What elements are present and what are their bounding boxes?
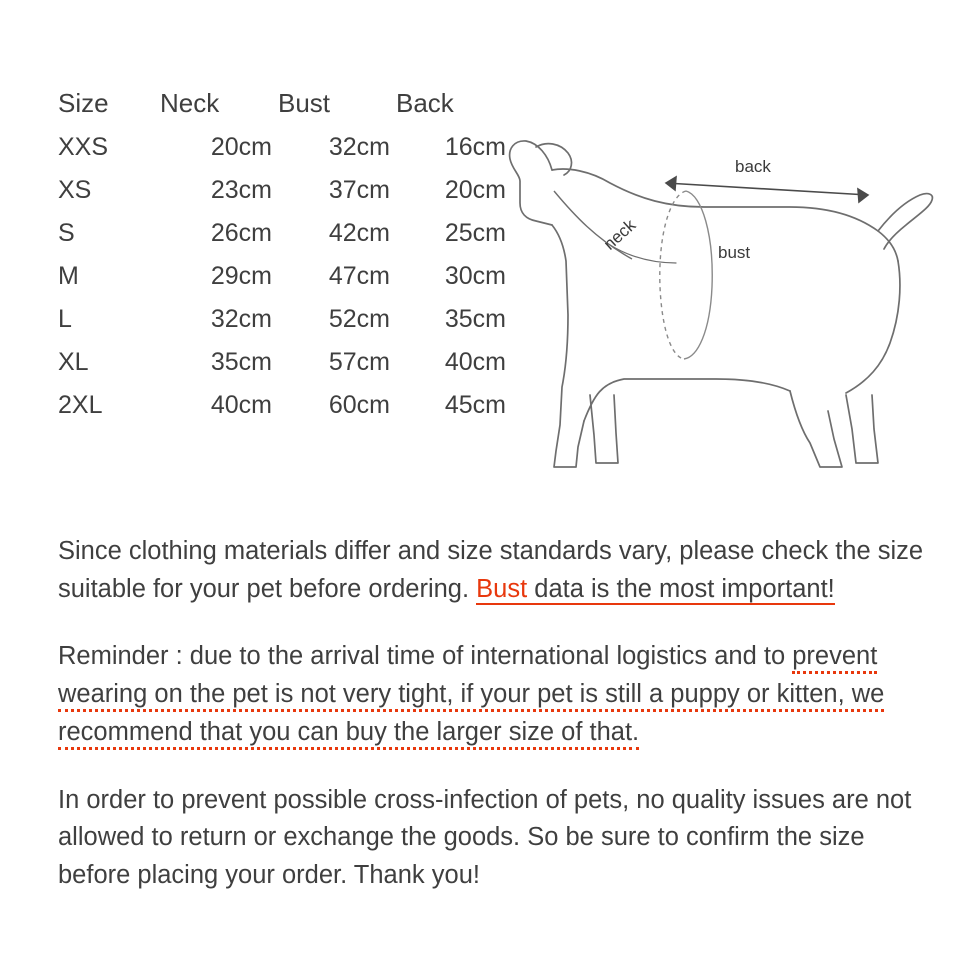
cell-bust: 60cm xyxy=(328,391,390,419)
cell-back: 30cm xyxy=(444,262,506,290)
cell-back: 25cm xyxy=(444,219,506,247)
header-bust: Bust xyxy=(278,88,331,118)
label-back: back xyxy=(735,157,771,176)
cell-bust: 32cm xyxy=(328,133,390,161)
table-row xyxy=(58,305,506,348)
table-row xyxy=(58,176,506,219)
note2-text-a: Reminder : due to the arrival time of international logistics and to xyxy=(58,642,793,671)
cell-neck: 26cm xyxy=(210,219,272,247)
table-row xyxy=(58,391,506,434)
table-row xyxy=(58,133,506,176)
header-size: Size xyxy=(58,88,109,118)
note-paragraph-2 xyxy=(58,638,926,751)
table-row xyxy=(58,262,506,305)
cell-back: 20cm xyxy=(444,176,506,204)
cell-bust: 57cm xyxy=(328,348,390,376)
dog-measurement-diagram xyxy=(490,95,940,485)
cell-bust: 47cm xyxy=(328,262,390,290)
cell-bust: 52cm xyxy=(328,305,390,333)
cell-size: M xyxy=(58,262,79,290)
note2-emphasis: prevent wearing on the pet is not very tight, if your pet is still a puppy or kitten, we recommend that you can buy the larger size of that. xyxy=(58,642,884,749)
table-header-row xyxy=(58,88,506,133)
note-paragraph-1 xyxy=(58,533,926,608)
label-neck: neck xyxy=(599,215,640,254)
cell-size: XXS xyxy=(58,133,109,161)
size-table-header xyxy=(58,88,506,133)
cell-back: 35cm xyxy=(444,305,506,333)
cell-size: L xyxy=(58,305,72,333)
dog-outline-icon xyxy=(490,95,940,485)
cell-back: 45cm xyxy=(444,391,506,419)
cell-back: 40cm xyxy=(444,348,506,376)
cell-size: S xyxy=(58,219,75,247)
cell-size: 2XL xyxy=(58,391,103,419)
cell-neck: 23cm xyxy=(210,176,272,204)
notes-section xyxy=(58,533,926,895)
cell-bust: 42cm xyxy=(328,219,390,247)
cell-size: XS xyxy=(58,176,92,204)
cell-neck: 32cm xyxy=(210,305,272,333)
cell-back: 16cm xyxy=(444,133,506,161)
note-paragraph-3: In order to prevent possible cross-infection of pets, no quality issues are not allowed to return or exchange the goods. So be sure to confirm the size before placing your order. Thank you! xyxy=(58,785,912,890)
header-neck: Neck xyxy=(160,88,220,118)
note1-text-a: Since clothing materials differ and size standards vary, please check the size suitable for your pet before ordering. xyxy=(58,537,924,603)
cell-neck: 29cm xyxy=(210,262,272,290)
cell-neck: 40cm xyxy=(210,391,272,419)
note1-text-b: data is the most important! xyxy=(527,574,835,603)
label-bust: bust xyxy=(718,243,751,262)
note1-bust-emphasis: Bust xyxy=(476,574,528,603)
size-table xyxy=(58,88,506,434)
cell-neck: 20cm xyxy=(210,133,272,161)
cell-size: XL xyxy=(58,348,89,376)
cell-neck: 35cm xyxy=(210,348,272,376)
size-table-body xyxy=(58,133,506,434)
cell-bust: 37cm xyxy=(328,176,390,204)
header-back: Back xyxy=(396,88,454,118)
table-row xyxy=(58,348,506,391)
table-row xyxy=(58,219,506,262)
